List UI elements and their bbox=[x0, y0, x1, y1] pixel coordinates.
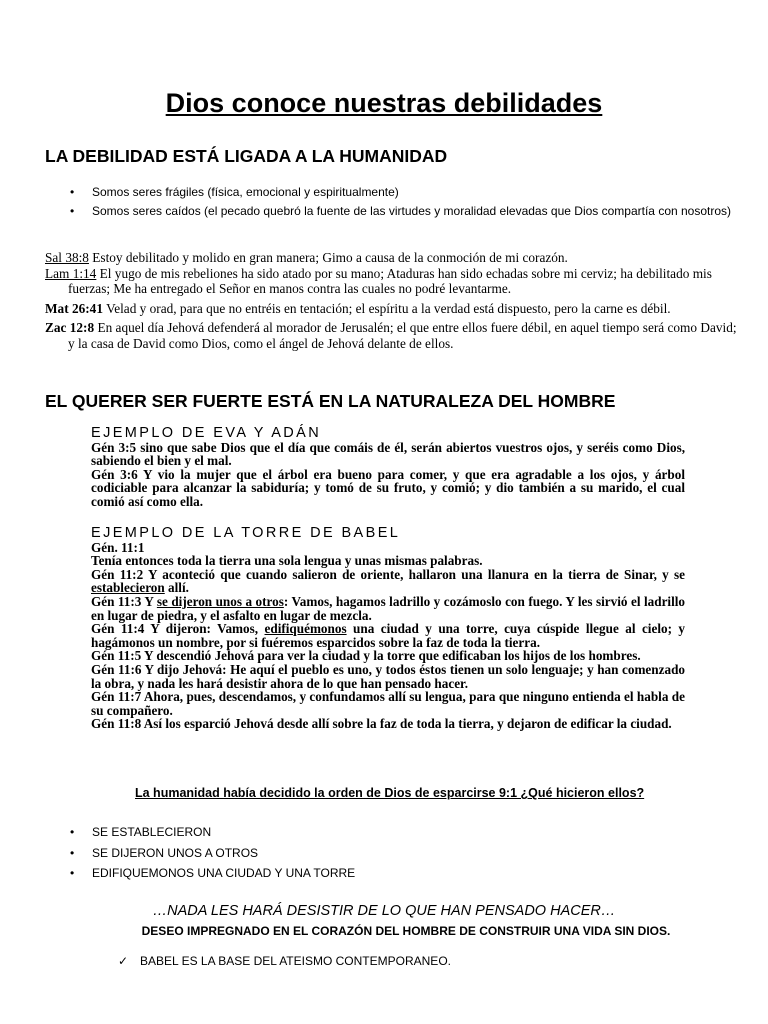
verse-list bbox=[45, 250, 740, 351]
verse-ref: Gén 3:5 bbox=[91, 439, 137, 455]
verse-underline: se dijeron unos a otros bbox=[156, 593, 284, 609]
verse-text: Ahora, pues, descendamos, y confundamos allí su lengua, para que ninguno entienda el habla de su compañero. bbox=[91, 689, 685, 718]
bullet-list-fragiles bbox=[92, 183, 732, 221]
verse-text: : Vamos, hagamos ladrillo y cozámoslo con fuego. Y les sirvió el ladrillo en lugar de piedra, y el asfalto en lugar de mezcla. bbox=[91, 593, 686, 623]
list-item: • SE DIJERON UNOS A OTROS bbox=[92, 843, 355, 864]
checklist-item bbox=[118, 954, 451, 968]
section-heading-debilidad: LA DEBILIDAD ESTÁ LIGADA A LA HUMANIDAD bbox=[45, 146, 448, 166]
verse-gen-11-1 bbox=[91, 541, 685, 568]
deseo-statement: DESEO IMPREGNADO EN EL CORAZÓN DEL HOMBRE DE CONSTRUIR UNA VIDA SIN DIOS. bbox=[141, 924, 671, 938]
list-item: • Somos seres caídos (el pecado quebró la fuente de las virtudes y moralidad elevadas que Dios compartía con nosotros) bbox=[92, 202, 732, 221]
example-heading: EJEMPLO DE LA TORRE DE BABEL bbox=[91, 525, 401, 541]
verse-gen-11-3 bbox=[91, 595, 685, 622]
verse-gen-11-7 bbox=[91, 690, 685, 717]
verse-ref: Lam 1:14 bbox=[45, 265, 97, 281]
verse-underline: establecieron bbox=[91, 580, 165, 596]
verse-text: allí. bbox=[164, 580, 189, 596]
verse-text: una ciudad y una torre, cuya cúspide llegue al cielo; y hagámonos un nombre, por si fuéremos esparcidos sobre la faz de toda la tierra. bbox=[91, 621, 685, 650]
verse-text: Y dijeron: Vamos, bbox=[144, 621, 265, 637]
verse-text: El yugo de mis rebeliones ha sido atado por su mano; Ataduras han sido echadas sobre mi cerviz; ha debilitado mis fuerzas; Me ha entregado el Señor en manos contra las cuales no podré levantarme. bbox=[68, 265, 712, 296]
example-eva-adan bbox=[91, 427, 685, 509]
verse-text: Y aconteció que cuando salieron de oriente, hallaron una llanura en la tierra de Sinar, y se bbox=[143, 566, 686, 582]
verse-text: Así los esparció Jehová desde allí sobre la faz de toda la tierra, y dejaron de edificar la ciudad. bbox=[141, 716, 672, 732]
verse-ref: Gén. 11:1 bbox=[91, 539, 145, 555]
verse-mat bbox=[45, 301, 740, 317]
verse-ref: Gén 11:8 bbox=[91, 716, 142, 732]
verse-ref: Gén 11:7 bbox=[91, 689, 142, 705]
verse-gen-3-6 bbox=[91, 468, 685, 509]
list-item: • EDIFIQUEMONOS UNA CIUDAD Y UNA TORRE bbox=[92, 863, 355, 884]
bullet-list-babel bbox=[92, 822, 355, 884]
verse-underline: edifiquémonos bbox=[264, 621, 347, 637]
italic-quote: …NADA LES HARÁ DESISTIR DE LO QUE HAN PENSADO HACER… bbox=[152, 903, 616, 919]
verse-sal bbox=[45, 250, 740, 266]
verse-text: sino que sabe Dios que el día que comáis de él, serán abiertos vuestros ojos, y seréis como Dios, sabiendo el bien y el mal. bbox=[91, 439, 686, 469]
verse-lam bbox=[45, 266, 740, 297]
verse-text: Tenía entonces toda la tierra una sola lengua y unas mismas palabras. bbox=[91, 553, 483, 569]
checklist-text: BABEL ES LA BASE DEL ATEISMO CONTEMPORANEO. bbox=[140, 954, 451, 968]
list-item: • SE ESTABLECIERON bbox=[92, 822, 355, 843]
verse-text: Y descendió Jehová para ver la ciudad y la torre que edificaban los hijos de los hombres. bbox=[141, 648, 641, 664]
example-torre-babel bbox=[91, 527, 685, 731]
verse-gen-11-8 bbox=[91, 717, 685, 731]
example-heading: EJEMPLO DE EVA Y ADÁN bbox=[91, 425, 322, 441]
section-heading-querer: EL QUERER SER FUERTE ESTÁ EN LA NATURALEZA DEL HOMBRE bbox=[45, 391, 616, 411]
verse-ref: Gén 11:5 bbox=[91, 648, 142, 664]
verse-ref: Gén 11:4 bbox=[91, 621, 145, 637]
verse-zac bbox=[45, 320, 740, 351]
verse-text: Estoy debilitado y molido en gran manera; Gimo a causa de la conmoción de mi corazón. bbox=[88, 250, 568, 265]
verse-gen-11-6 bbox=[91, 663, 685, 690]
verse-gen-11-2 bbox=[91, 568, 685, 595]
verse-text: En aquel día Jehová defenderá al morador de Jerusalén; el que entre ellos fuere débil, en aquel tiempo será como David; y la casa de David como Dios, como el ángel de Jehová delante de ellos. bbox=[68, 320, 737, 351]
verse-text: Y dijo Jehová: He aquí el pueblo es uno, y todos éstos tienen un solo lenguaje; y han comenzado la obra, y nada les hará desistir ahora de lo que han pensado hacer. bbox=[91, 661, 685, 691]
verse-ref: Mat 26:41 bbox=[45, 300, 103, 316]
verse-gen-3-5 bbox=[91, 441, 685, 468]
page-title: Dios conoce nuestras debilidades bbox=[165, 88, 603, 118]
verse-text: Y vio la mujer que el árbol era bueno para comer, y que era agradable a los ojos, y árbol codiciable para alcanzar la sabiduría; y tomó de su fruto, y comió; y dio también a su marido, el cual comió así como ella. bbox=[91, 466, 686, 509]
verse-text: Velad y orad, para que no entréis en tentación; el espíritu a la verdad está dispuesto, pero la carne es débil. bbox=[102, 300, 671, 316]
callout-question: La humanidad había decidido la orden de Dios de esparcirse 9:1 ¿Qué hicieron ellos? bbox=[135, 786, 645, 800]
verse-gen-11-5 bbox=[91, 649, 685, 663]
list-item: • Somos seres frágiles (física, emocional y espiritualmente) bbox=[92, 183, 732, 202]
verse-ref: Sal 38:8 bbox=[45, 250, 89, 265]
verse-text: Y bbox=[141, 593, 157, 609]
verse-ref: Gén 11:2 bbox=[91, 566, 144, 582]
verse-ref: Gén 3:6 bbox=[91, 466, 138, 482]
verse-gen-11-4 bbox=[91, 622, 685, 649]
verse-ref: Gén 11:3 bbox=[91, 593, 142, 609]
verse-ref: Gén 11:6 bbox=[91, 661, 142, 677]
verse-ref: Zac 12:8 bbox=[45, 320, 95, 335]
checkmark-icon: ✓ bbox=[118, 954, 129, 968]
